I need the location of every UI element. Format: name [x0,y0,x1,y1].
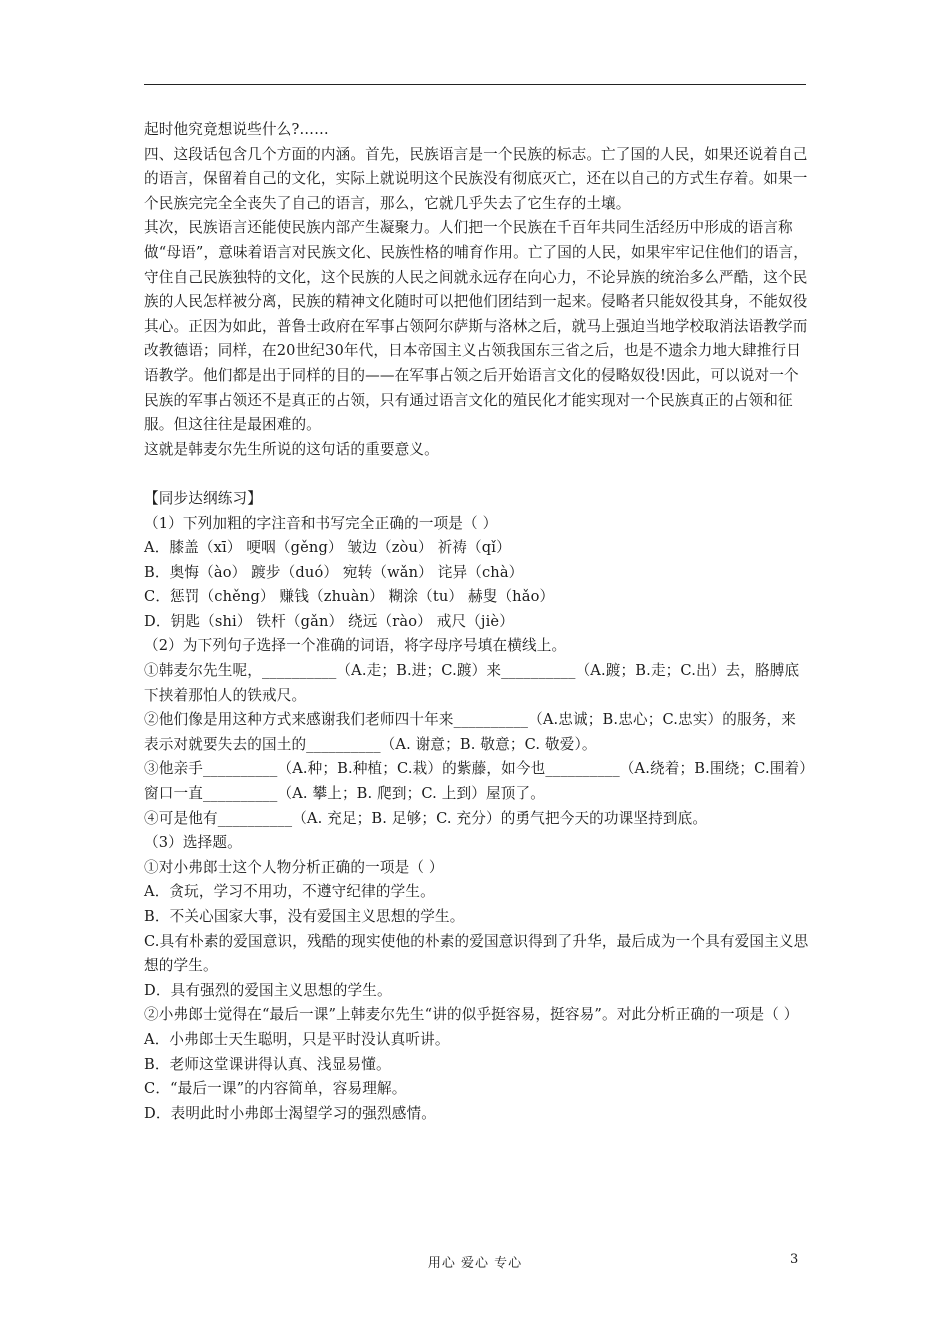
exercise-line: （3）选择题。 [144,834,242,852]
exercise-line: C.具有朴素的爱国意识，残酷的现实使他的朴素的爱国意识得到了升华，最后成为一个具有爱国主义思想的学生。 [144,932,809,975]
exercise-line: C．“最后一课”的内容简单，容易理解。 [144,1080,407,1098]
exercise-line: ①对小弗郎士这个人物分析正确的一项是（ ） [144,858,444,876]
spacer [144,462,810,487]
exercise-line: （2）为下列句子选择一个准确的词语，将字母序号填在横线上。 [144,637,567,655]
exercise-line: ②小弗郎士觉得在“最后一课”上韩麦尔先生“讲的似乎挺容易，挺容易”。对此分析正确的一项是（ ） [144,1006,799,1024]
exercise-line: A．贪玩，学习不用功，不遵守纪律的学生。 [144,883,435,901]
exercise-line: D．表明此时小弗郎士渴望学习的强烈感情。 [144,1104,436,1122]
exercise-line: （1）下列加粗的字注音和书写完全正确的一项是（ ） [144,514,498,532]
exercise-line: ②他们像是用这种方式来感谢我们老师四十年来__________（A.忠诚；B.忠心；C.忠实）的服务，来表示对就要失去的国土的__________（A. 谢意；B. 敬意；C. 敬爱）。 [144,711,796,753]
paragraph: 这就是韩麦尔先生所说的这句话的重要意义。 [144,440,439,458]
exercise-line: B．老师这堂课讲得认真、浅显易懂。 [144,1055,391,1073]
exercise-line: ①韩麦尔先生呢，__________（A.走；B.进；C.踱）来__________（A.踱；B.走；C.出）去，胳膊底下挟着那怕人的铁戒尺。 [144,662,800,704]
exercise-line: C．惩罚（chěng） 赚钱（zhuàn） 糊涂（tu） 赫叟（hǎo） [144,588,555,606]
exercise-line: B．奥悔（ào） 踱步（duó） 宛转（wǎn） 诧异（chà） [144,563,524,581]
exercise-line: ④可是他有__________（A. 充足；B. 足够；C. 充分）的勇气把今天的功课坚持到底。 [144,809,708,827]
paragraph: 起时他究竟想说些什么?…… [144,121,329,138]
exercise-line: D．钥匙（shi） 铁杆（gǎn） 绕远（rào） 戒尺（jiè） [144,612,514,630]
exercise-heading: 【同步达纲练习】 [144,489,262,507]
paragraph: 其次，民族语言还能使民族内部产生凝聚力。人们把一个民族在千百年共同生活经历中形成的语言称做“母语”，意味着语言对民族文化、民族性格的哺育作用。亡了国的人民，如果牢牢记住他们的语言，守住自己民族独特的文化，这个民族的人民之间就永远存在向心力，不论异族的统治多么严酷，这个民族的人民怎样被分离，民族的精神文化随时可以把他们团结到一起来。侵略者只能奴役其身，不能奴役其心。正因为如此，普鲁士政府在军事占领阿尔萨斯与洛林之后，就马上强迫当地学校取消法语教学而改教德语；同样，在20世纪30年代，日本帝国主义占领我国东三省之后，也是不遗余力地大肆推行日语教学。他们都是出于同样的目的——在军事占领之后开始语言文化的侵略奴役!因此，可以说对一个民族的军事占领还不是真正的占领，只有通过语言文化的殖民化才能实现对一个民族真正的占领和征服。但这往往是最困难的。 [144,219,808,434]
exercise-line: ③他亲手__________（A.种；B.种植；C.栽）的紫藤，如今也__________（A.绕着；B.围绕；C.围着）窗口一直__________（A. 攀上；B. 爬到；C. 上到）屋顶了。 [144,760,807,803]
page-content [144,118,810,1126]
exercise-line: A．小弗郎士天生聪明，只是平时没认真听讲。 [144,1030,450,1048]
exercise-line: A．膝盖（xī） 哽咽（gěng） 皱边（zòu） 祈祷（qǐ） [144,539,511,557]
page-number: 3 [790,1252,799,1267]
exercise-line: D．具有强烈的爱国主义思想的学生。 [144,981,392,999]
exercise-line: B．不关心国家大事，没有爱国主义思想的学生。 [144,908,465,925]
header-rule [144,84,806,85]
paragraph: 四、这段话包含几个方面的内涵。首先，民族语言是一个民族的标志。亡了国的人民，如果还说着自己的语言，保留着自己的文化，实际上就说明这个民族没有彻底灭亡，还在以自己的方式生存着。如果一个民族完完全全丧失了自己的语言，那么，它就几乎失去了它生存的土壤。 [144,145,808,212]
footer-motto: 用心 爱心 专心 [427,1256,523,1271]
